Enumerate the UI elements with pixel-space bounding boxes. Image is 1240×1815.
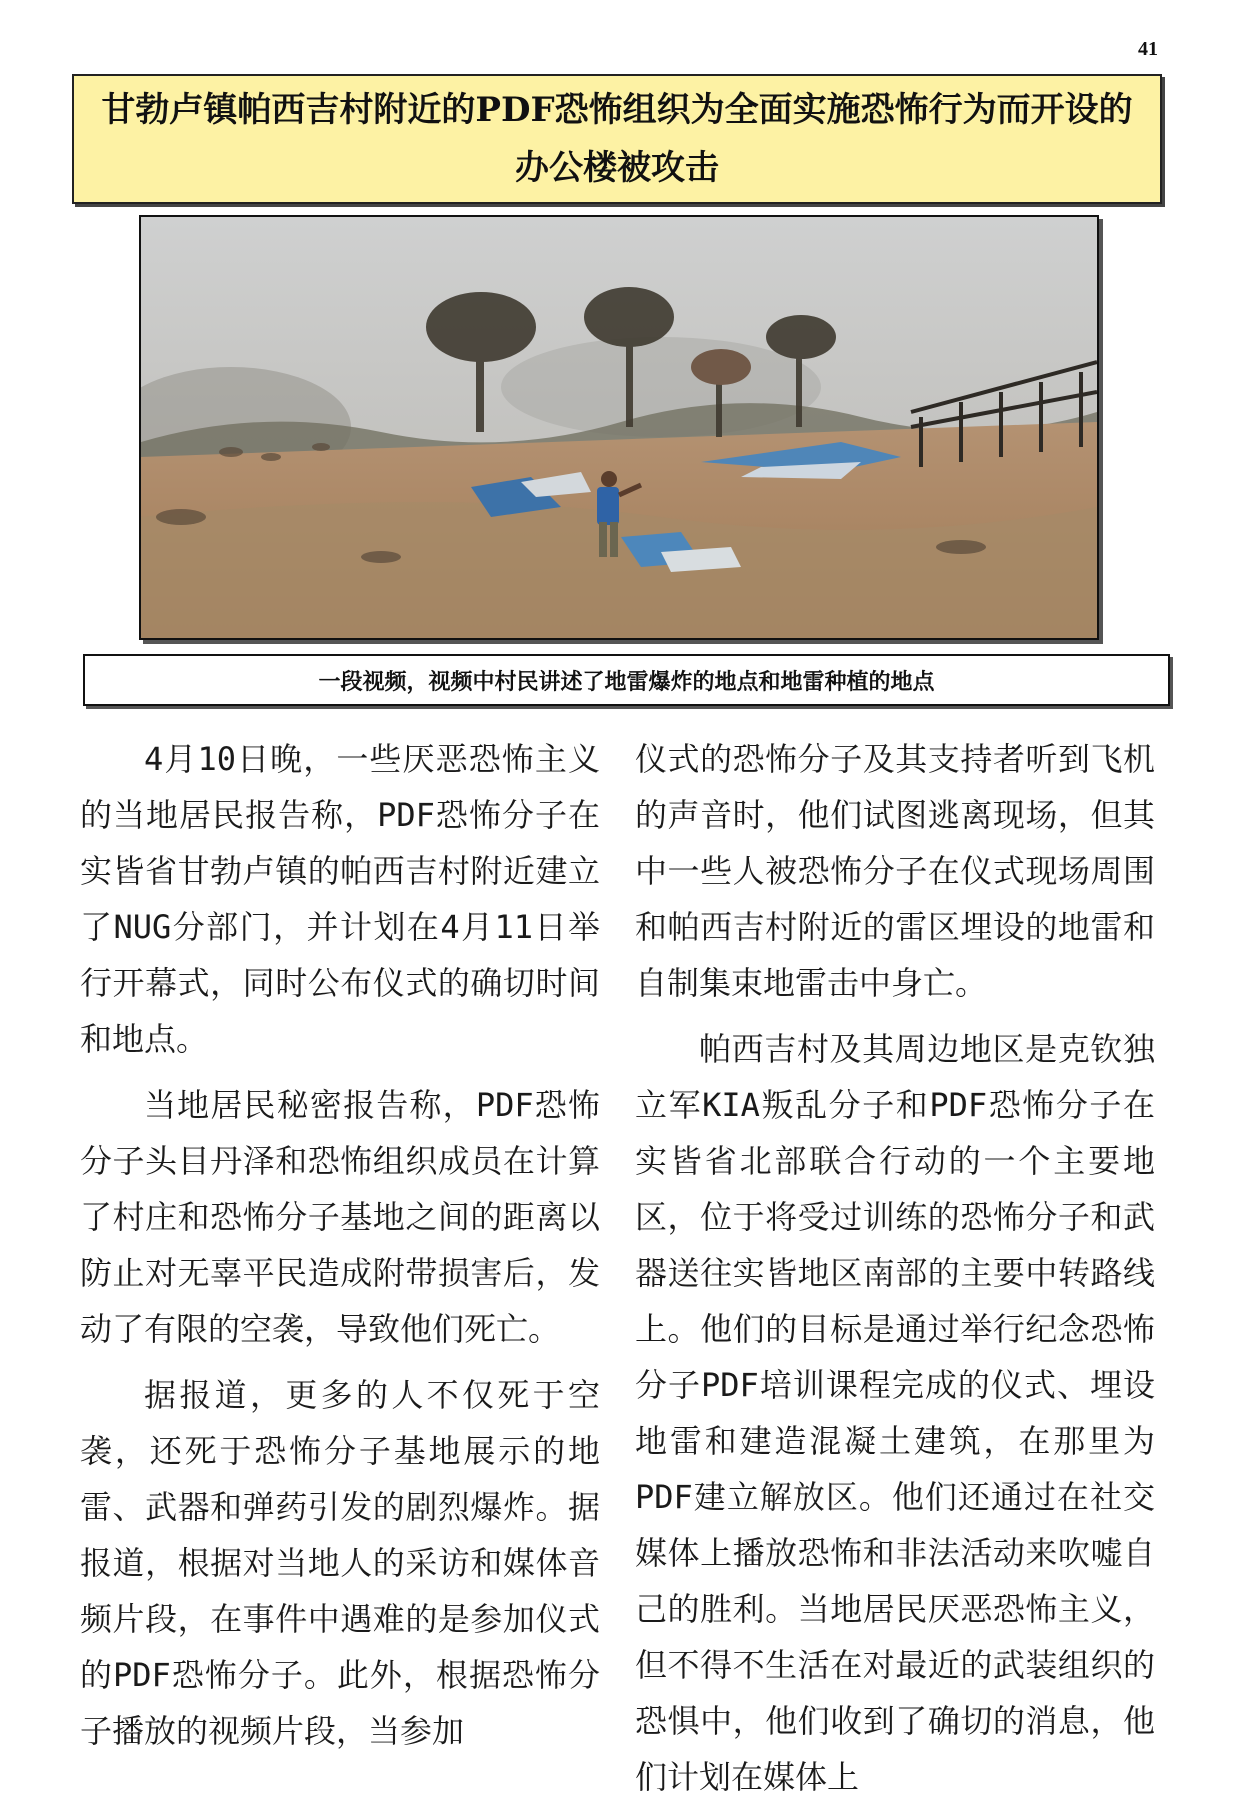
left-paragraph-2: 当地居民秘密报告称，PDF恐怖分子头目丹泽和恐怖组织成员在计算了村庄和恐怖分子基地之间的距离以防止对无辜平民造成附带损害后，发动了有限的空袭，导致他们死亡。 — [80, 1086, 600, 1348]
right-paragraph-2: 帕西吉村及其周边地区是克钦独立军KIA叛乱分子和PDF恐怖分子在实皆省北部联合行动的一个主要地区，位于将受过训练的恐怖分子和武器送往实皆地区南部的主要中转路线上。他们的目标是通过举行纪念恐怖分子PDF培训课程完成的仪式、埋设地雷和建造混凝土建筑，在那里为PDF建立解放区。他们还通过在社交媒体上播放恐怖和非法活动来吹嘘自己的胜利。当地居民厌恶恐怖主义，但不得不生活在对最近的武装组织的恐惧中，他们收到了确切的消息，他们计划在媒体上 — [635, 1030, 1155, 1796]
photo-illustration — [141, 217, 1097, 638]
photo-caption: 一段视频，视频中村民讲述了地雷爆炸的地点和地雷种植的地点 — [318, 668, 935, 695]
news-photo — [139, 215, 1099, 640]
caption-box — [83, 654, 1170, 706]
left-paragraph-3: 据报道，更多的人不仅死于空袭，还死于恐怖分子基地展示的地雷、武器和弹药引发的剧烈爆炸。据报道，根据对当地人的采访和媒体音频片段，在事件中遇难的是参加仪式的PDF恐怖分子。此外，根据恐怖分子播放的视频片段，当参加 — [80, 1376, 600, 1750]
right-paragraph-1: 仪式的恐怖分子及其支持者听到飞机的声音时，他们试图逃离现场，但其中一些人被恐怖分子在仪式现场周围和帕西吉村附近的雷区埋设的地雷和自制集束地雷击中身亡。 — [635, 740, 1155, 1002]
left-paragraph-1: 4月10日晚，一些厌恶恐怖主义的当地居民报告称，PDF恐怖分子在实皆省甘勃卢镇的帕西吉村附近建立了NUG分部门，并计划在4月11日举行开幕式，同时公布仪式的确切时间和地点。 — [80, 740, 600, 1058]
right-column — [635, 731, 1155, 1815]
page-title: 甘勃卢镇帕西吉村附近的PDF恐怖组织为全面实施恐怖行为而开设的办公楼被攻击 — [101, 90, 1133, 188]
title-box — [72, 74, 1162, 204]
left-column — [80, 731, 600, 1769]
page-number: 41 — [1138, 38, 1158, 60]
